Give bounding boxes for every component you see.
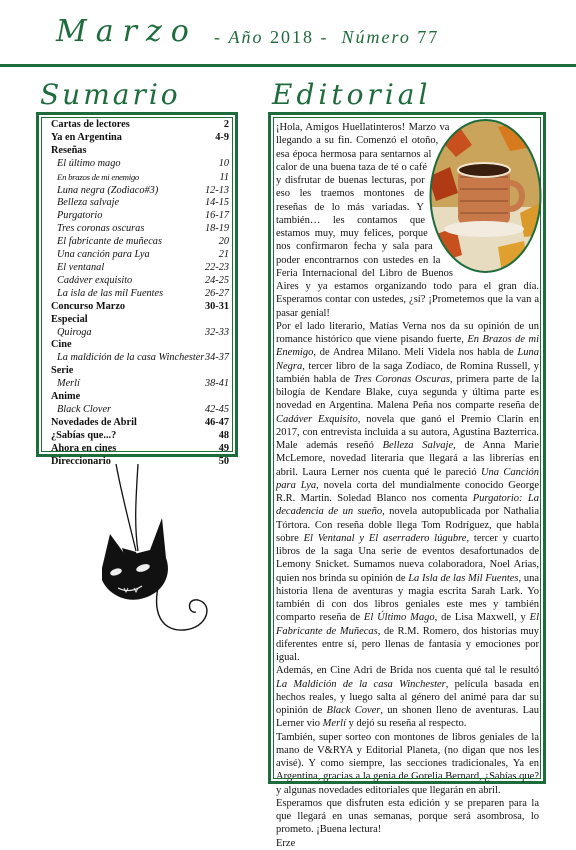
toc-item (51, 249, 229, 262)
text-run: ¡Hola, Amigos Huellatinteros! Marzo va llegando a su fin. Comenzó el otoño, esa época hermosa para sentarnos al calor de una buena taza de té o café y disfrutar de buenas lecturas, por eso les traemos montones de reseñas de lo más variadas. Y también… les contamos que estamos muy, muy felices, porque nos confirmaron fecha y sala para poder encontrarnos con ustedes en la Feria Internacional del Libro de Buenos Aires y ya estamos organizando todo para el gran día. Esperamos contar con ustedes, ¿sí? ¡Prometemos que la van a pasar genial! (276, 122, 539, 319)
editorial-text (276, 121, 539, 850)
masthead (0, 0, 576, 68)
toc-item-page: 32-33 (204, 326, 229, 338)
title-reference: La Maldición de la casa Winchester (276, 678, 446, 690)
toc-item-page: 49 (218, 442, 229, 454)
toc-item (51, 210, 229, 223)
toc-item-page: 21 (218, 249, 229, 261)
text-run: Además, en Cine Adri de Brida nos cuenta qué tal le resultó (276, 665, 539, 677)
title-reference: Tres Coronas Oscuras (353, 373, 451, 385)
toc-item (51, 352, 229, 365)
text-run: , una historia llena de aventuras y magia escrita Sarah Lark. Yo también di con dos libros geniales este mes y también comparto reseña de (276, 572, 539, 624)
text-run: , de R.M. Romero, dos historias muy diferentes entre sí, pero llenas de fantasía y emociones por igual. (276, 625, 539, 663)
editorial-signature (276, 837, 539, 850)
text-run: Esperamos que disfruten esta edición y se preparen para la que llegará en unas semanas, porque será asombrosa, lo prometo. ¡Buena lectura! (276, 797, 539, 836)
header-rule (0, 64, 576, 67)
toc-item (51, 417, 229, 430)
toc-item (51, 378, 229, 391)
toc-item (51, 365, 229, 378)
toc-item-label: Cadáver exquisito (57, 274, 133, 286)
toc-item (51, 132, 229, 145)
text-run: y dejó su reseña al respecto. (345, 718, 467, 730)
black-cat-illustration (92, 456, 232, 661)
toc-item-label: Serie (51, 365, 74, 377)
toc-item-label: En brazos de mi enemigo (57, 171, 140, 182)
toc-item-label: Novedades de Abril (51, 416, 137, 428)
title-reference: Merlí (322, 718, 346, 730)
toc-item-page: 14-15 (204, 197, 229, 209)
issue-year: 2018 (270, 27, 314, 47)
text-run: , tercer y cuarto libros de la saga Una serie de eventos desafortunados de Lemony Snicket. Sumamos nueva colaboradora, Noel Arias, quien nos brinda su opinión de (276, 532, 539, 584)
editorial-title: Editorial (272, 78, 432, 111)
editorial-paragraph (276, 664, 539, 730)
year-label: Año (228, 27, 264, 47)
title-reference: El Fabricante de Muñecas (276, 612, 539, 637)
toc-item-page: 20 (218, 236, 229, 248)
toc-item (51, 223, 229, 236)
title-reference: El Último Mago (363, 612, 435, 624)
title-reference: La Isla de las Mil Fuentes (408, 572, 519, 584)
title-reference: Belleza Salvaje (382, 440, 454, 451)
text-run: , novela autopublicada por Nathalia Tórtora. Con reseña doble llega Tom Rodríguez, que habla sobre (276, 506, 539, 544)
toc-item (51, 236, 229, 249)
text-run: Erze (276, 837, 296, 849)
title-reference: En Brazos de mi Enemigo (276, 334, 540, 359)
toc-item-label: Belleza salvaje (57, 197, 120, 209)
toc-item-label: Concurso Marzo (51, 300, 126, 312)
toc-item-page: 10 (218, 157, 229, 169)
toc-item-label: Reseñas (51, 144, 87, 156)
toc-item (51, 158, 229, 171)
toc-item (51, 327, 229, 340)
toc-item (51, 119, 229, 132)
editorial-paragraph (276, 320, 539, 665)
editorial-box (268, 112, 546, 849)
title-reference: Cadáver Exquisito (276, 413, 358, 425)
toc-item (51, 185, 229, 198)
toc-item-label: Direccionario (51, 455, 111, 467)
toc-item-label: La maldición de la casa Winchester (57, 352, 205, 364)
toc-item-label: ¿Sabías que...? (51, 429, 117, 441)
toc-item (51, 443, 229, 456)
text-run: , película basada en hechos reales, y luego salta al género del animé para dar su opinión de (276, 678, 539, 716)
editorial-paragraph (276, 731, 539, 797)
toc-item-label: Luna negra (Zodiaco#3) (57, 184, 159, 196)
toc-item (51, 197, 229, 210)
issue-meta: - Año 2018 - Número 77 (214, 27, 440, 47)
text-run: , de Andrea Milano. Meli Videla nos habla de (313, 347, 518, 359)
table-of-contents (36, 112, 238, 467)
text-run: También, super sorteo con montones de libros geniales de la mano de V&RYA y Editorial Planeta, (no digan que nos les avisé). Y como siempre, las secciones tradicionales, Ya en Argentina, gracias a la genia de Gorelia Bernard, ¿Sabías que? y algunas novedades editoriales que llegarán en abril. (276, 731, 539, 796)
toc-item (51, 339, 229, 352)
toc-item-page: 24-25 (204, 274, 229, 286)
title-reference: Black Cover (326, 705, 381, 716)
coffee-cup-icon (428, 117, 543, 275)
toc-item-page: 26-27 (204, 287, 229, 299)
issue-label: Número (341, 27, 411, 47)
toc-list (51, 119, 229, 468)
toc-item (51, 430, 229, 443)
text-run: , de Lisa Maxwell, y (434, 612, 530, 624)
toc-item-label: El fabricante de muñecas (57, 236, 162, 248)
toc-item (51, 262, 229, 275)
toc-item-page: 11 (219, 171, 229, 183)
toc-item-label: Ahora en cines (51, 442, 117, 454)
toc-item-label: Cartas de lectores (51, 119, 130, 130)
text-run: , novela que ganó el Premio Clarín en 2017, con entrevista incluida a su autora, Agustina Bazterrica. Male además reseñó (276, 413, 540, 451)
toc-item-label: Quiroga (57, 326, 92, 338)
toc-item-label: El ventanal (57, 261, 105, 273)
toc-item-label: La isla de las mil Fuentes (57, 287, 164, 299)
toc-item-page: 38-41 (204, 378, 229, 390)
toc-item (51, 404, 229, 417)
toc-item (51, 288, 229, 301)
toc-item (51, 171, 229, 185)
toc-item (51, 301, 229, 314)
text-run: , novela corta del mundialmente conocido George R.R. Martin. Soledad Blanco nos comenta (276, 479, 539, 504)
text-run: , un shonen lleno de aventuras. Lau Lerner vio (276, 705, 539, 730)
toc-item-page: 50 (218, 455, 229, 467)
toc-item-page: 46-47 (204, 416, 229, 428)
toc-item-page: 18-19 (204, 223, 229, 235)
toc-item-label: Especial (51, 313, 88, 325)
toc-item-page: 16-17 (204, 210, 229, 222)
title-reference: Luna Negra (276, 347, 539, 372)
toc-item (51, 145, 229, 158)
toc-item-label: Una canción para Lya (57, 249, 150, 261)
toc-item-label: Cine (51, 339, 72, 351)
toc-item-page: 34-37 (204, 352, 229, 364)
issue-number: 77 (417, 27, 440, 47)
toc-item-label: Merlí (57, 378, 80, 390)
toc-item-page: 22-23 (204, 261, 229, 273)
toc-item (51, 391, 229, 404)
toc-item-page: 12-13 (204, 184, 229, 196)
toc-item (51, 275, 229, 288)
toc-item-label: El último mago (57, 157, 121, 169)
text-run: , tercer libro de la saga Zodíaco, de Romina Russell, y también habla de (276, 360, 539, 385)
toc-item-page: 42-45 (204, 403, 229, 415)
issue-month: Marzo (56, 14, 198, 49)
title-reference: Una Canción para Lya (276, 466, 539, 491)
editorial-paragraph (276, 797, 539, 837)
toc-item-label: Tres coronas oscuras (57, 223, 145, 235)
toc-item-page: 30-31 (204, 300, 229, 312)
text-run: , primera parte de la bilogía de Kendare Blake, cuya segunda y última parte es novedad en Argentina. Malena Peña nos comparte reseña de (276, 373, 539, 412)
sumario-title: Sumario (40, 78, 181, 111)
toc-item-label: Black Clover (57, 403, 112, 415)
toc-item-page: 4-9 (215, 131, 229, 143)
title-reference: Purgatorio: La decadencia de un sueño (276, 493, 539, 518)
toc-item (51, 314, 229, 327)
toc-item-label: Ya en Argentina (51, 131, 122, 143)
toc-item-page: 2 (223, 119, 229, 130)
toc-item-label: Anime (51, 391, 81, 403)
toc-item-label: Purgatorio (57, 210, 103, 222)
text-run: , de Anna Marie McLemore, novedad literaria que llegará a las librerías en abril. Laura Lerner nos cuenta qué le pareció (276, 440, 540, 478)
text-run: Por el lado literario, Matías Verna nos da su opinión de un romance histórico que viene pisando fuerte, (276, 320, 539, 345)
title-reference: El Ventanal y El aserradero lúgubre (303, 532, 467, 544)
toc-item-page: 48 (218, 429, 229, 441)
